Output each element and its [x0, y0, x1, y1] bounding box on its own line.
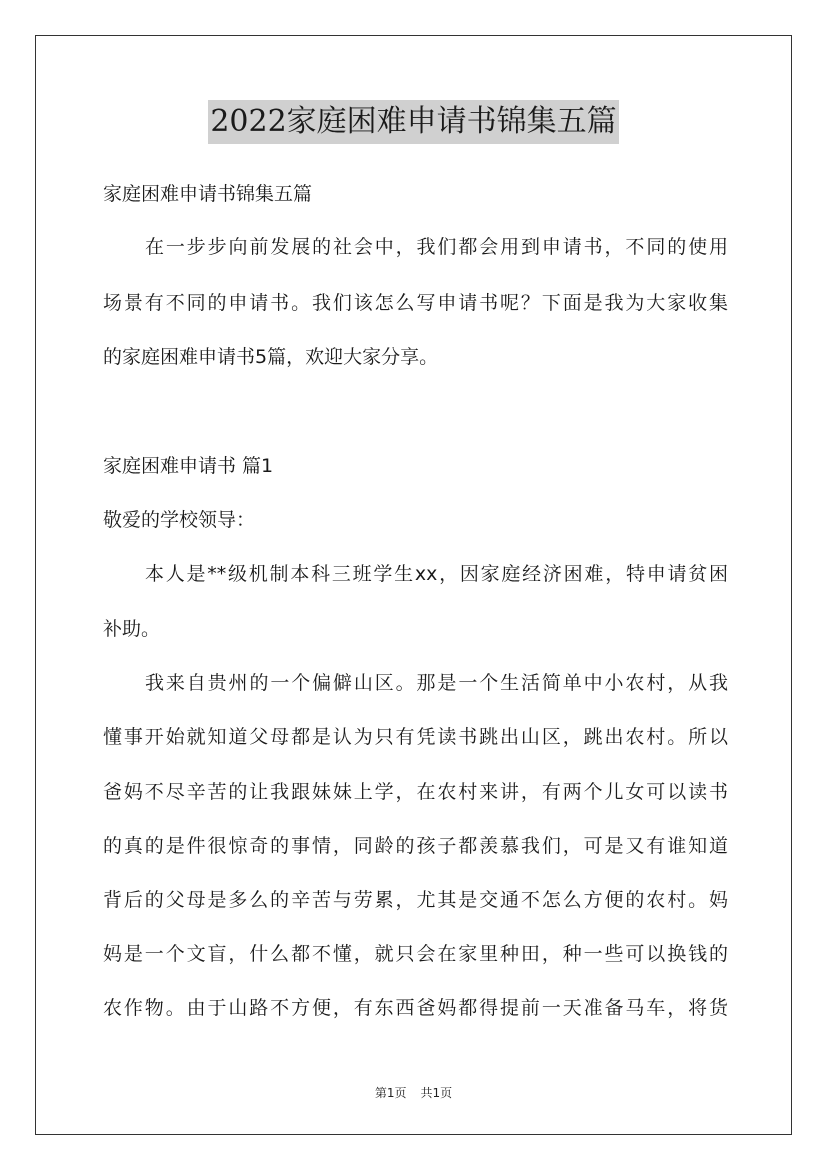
page-number: 第1页 [374, 1086, 407, 1100]
title-wrap [0, 100, 827, 144]
body-line-9: 农作物。由于山路不方便，有东西爸妈都得提前一天准备马车，将货 [103, 997, 728, 1019]
body-line-8: 妈是一个文盲，什么都不懂，就只会在家里种田，种一些可以换钱的 [103, 943, 728, 965]
body-line-5: 爸妈不尽辛苦的让我跟妹妹上学，在农村来讲，有两个儿女可以读书 [103, 781, 728, 803]
page-total: 共1页 [420, 1086, 453, 1100]
body-line-3: 我来自贵州的一个偏僻山区。那是一个生活简单中小农村，从我 [145, 672, 728, 694]
subtitle-line: 家庭困难申请书锦集五篇 [103, 183, 313, 205]
body-line-6: 的真的是件很惊奇的事情，同龄的孩子都羡慕我们，可是又有谁知道 [103, 835, 728, 857]
body-line-4: 懂事开始就知道父母都是认为只有凭读书跳出山区，跳出农村。所以 [103, 726, 728, 748]
section-heading: 家庭困难申请书 篇1 [103, 455, 274, 477]
body-line-1: 本人是**级机制本科三班学生xx，因家庭经济困难，特申请贫困 [145, 563, 728, 585]
intro-line-2: 场景有不同的申请书。我们该怎么写申请书呢？下面是我为大家收集 [103, 292, 728, 314]
document-title: 2022家庭困难申请书锦集五篇 [208, 100, 618, 144]
page-footer [0, 1085, 827, 1101]
salutation-line: 敬爱的学校领导： [103, 509, 256, 531]
body-line-7: 背后的父母是多么的辛苦与劳累，尤其是交通不怎么方便的农村。妈 [103, 889, 728, 911]
body-line-2: 补助。 [103, 618, 161, 640]
intro-line-3: 的家庭困难申请书5篇，欢迎大家分享。 [103, 346, 439, 368]
intro-line-1: 在一步步向前发展的社会中，我们都会用到申请书，不同的使用 [145, 236, 728, 258]
